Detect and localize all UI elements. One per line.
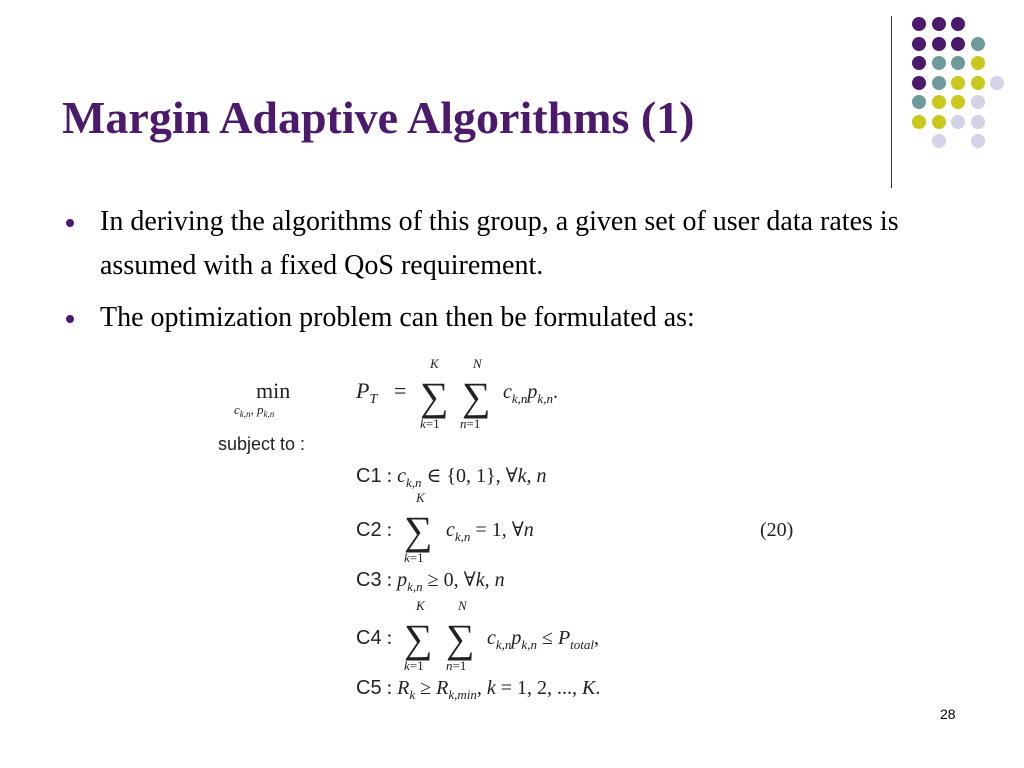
decor-dot xyxy=(932,76,946,90)
svg-text:=: = xyxy=(394,378,407,403)
svg-text:C4 :: C4 : xyxy=(356,627,393,649)
svg-text:ck,n = 1, ∀n: $c_{k,n} = 1$, ∀n xyxy=(446,519,534,544)
svg-text:k=1: k=1 xyxy=(404,658,424,673)
decor-dot xyxy=(951,95,965,109)
bullet-list xyxy=(66,200,966,348)
bullet-item xyxy=(66,296,966,340)
decor-dot xyxy=(912,17,926,31)
decor-dot xyxy=(971,95,985,109)
subject-to-label: subject to : xyxy=(218,434,306,454)
bullet-icon xyxy=(66,219,74,227)
decor-dot xyxy=(912,115,926,129)
bullet-item xyxy=(66,200,966,288)
constraint-c2 xyxy=(356,490,793,565)
bullet-text: In deriving the algorithms of this group, a given set of user data rates is assumed with a fixed QoS requirement. xyxy=(100,206,899,281)
svg-text:K: K xyxy=(430,356,439,371)
svg-text:k=1: k=1 xyxy=(420,416,440,431)
decor-dot xyxy=(951,115,965,129)
dot-grid-decoration xyxy=(0,0,1024,200)
decor-dot xyxy=(951,76,965,90)
decor-dot xyxy=(912,56,926,70)
svg-text:C5 : Rk ≥ Rk,min, k = 1, 2, ..: C5 : $R_k \ge R_{k,min}$, k = 1, 2, ..., K. xyxy=(356,677,601,702)
svg-text:N: N xyxy=(458,598,467,613)
bullet-text: The optimization problem can then be formulated as: xyxy=(100,302,695,333)
decor-dot xyxy=(951,56,965,70)
svg-text:ck,npk,n.: $c_{k,n}p_{k,n}$. xyxy=(503,381,558,406)
decor-dot xyxy=(932,17,946,31)
slide-title: Margin Adaptive Algorithms (1) xyxy=(62,92,695,143)
decor-dot xyxy=(971,115,985,129)
constraint-c1 xyxy=(356,465,547,490)
constraint-c4 xyxy=(356,598,599,673)
decor-dot xyxy=(912,76,926,90)
svg-text:ck,npk,n ≤ Ptotal,: $c_{k,n}p_{k,n} \le P_{total}$, xyxy=(487,627,599,652)
svg-text:∑: ∑ xyxy=(404,508,433,553)
decor-dot xyxy=(951,37,965,51)
svg-text:n=1: n=1 xyxy=(446,658,467,673)
svg-text:PT: $P_T$ xyxy=(356,378,378,407)
equation-number: (20) xyxy=(760,519,794,541)
decor-dot xyxy=(912,95,926,109)
decor-dot xyxy=(971,134,985,148)
page-number: 28 xyxy=(940,706,956,722)
constraint-c3 xyxy=(356,569,505,594)
decor-dot xyxy=(932,37,946,51)
svg-text:K: K xyxy=(416,598,425,613)
decor-dot xyxy=(932,95,946,109)
objective-expression xyxy=(355,356,558,431)
svg-text:C3 : pk,n ≥ 0, ∀k, n: C3 : $p_{k,n} \ge 0$, ∀k, n xyxy=(356,569,505,594)
svg-text:n=1: n=1 xyxy=(460,416,481,431)
svg-text:k=1: k=1 xyxy=(404,550,424,565)
decor-dot xyxy=(971,76,985,90)
decor-dot xyxy=(951,17,965,31)
decor-dot xyxy=(912,37,926,51)
decor-dot xyxy=(932,56,946,70)
decor-dot xyxy=(971,37,985,51)
objective-vars: $c_{k,n}$, $p_{k,n}$ xyxy=(234,402,275,419)
svg-text:K: K xyxy=(416,490,425,505)
svg-text:∑: ∑ xyxy=(462,374,491,419)
decor-dot xyxy=(932,134,946,148)
svg-text:∑: ∑ xyxy=(404,616,433,661)
svg-text:∑: ∑ xyxy=(420,374,449,419)
svg-text:C2 :: C2 : xyxy=(356,519,393,541)
constraint-c5 xyxy=(356,677,600,702)
svg-text:C1 : ck,n ∈ {0, 1}, ∀k, n: C1 : $c_{k,n}$ ∈ {0, 1}, ∀k, n xyxy=(356,465,547,490)
objective-op: min xyxy=(256,378,291,403)
decor-dot xyxy=(932,115,946,129)
svg-text:N: N xyxy=(473,356,482,371)
bullet-icon xyxy=(66,315,74,323)
svg-text:∑: ∑ xyxy=(446,616,475,661)
decor-dot xyxy=(990,76,1004,90)
decor-dot xyxy=(971,56,985,70)
